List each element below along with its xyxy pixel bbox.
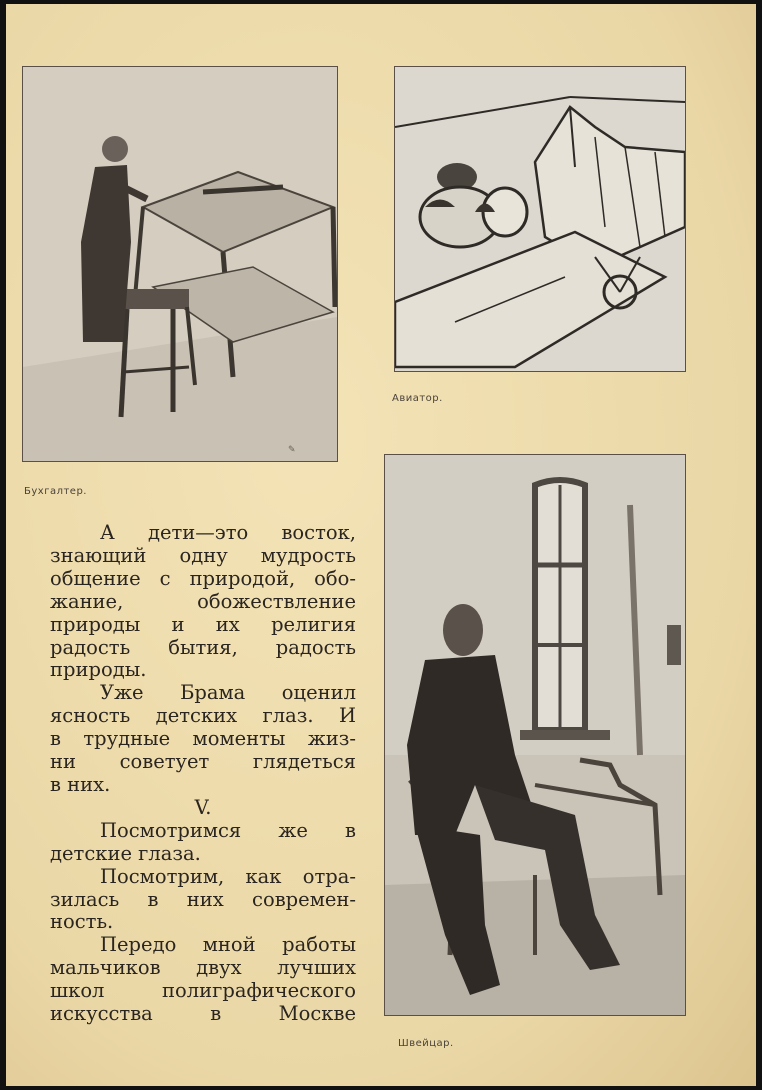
text-line: зилась в них современ- (50, 887, 356, 911)
text-line: мальчиков двух лучших (50, 956, 356, 980)
text-line: ясность детских глаз. И (50, 704, 356, 728)
text-line: природы и их религия (50, 612, 356, 636)
doorman-caption: Швейцар. (398, 1038, 454, 1049)
text-line: А дети—это восток, (100, 521, 356, 544)
text-line: ность. (50, 910, 114, 934)
text-line: жание, обожествление (50, 589, 356, 613)
aviator-caption: Авиатор. (392, 393, 443, 404)
text-line: детские глаза. (50, 841, 201, 865)
accountant-caption: Бухгалтер. (24, 486, 87, 497)
doorman-drawing (385, 455, 685, 1015)
paragraph-look (50, 820, 356, 866)
text-line: Уже Брама оценил (100, 681, 356, 705)
paragraph-brahma (50, 682, 356, 797)
section-number: V. (194, 795, 212, 819)
doorman-illustration (384, 454, 686, 1016)
aviator-illustration (394, 66, 686, 372)
accountant-drawing (23, 67, 337, 461)
paragraph-children (50, 522, 356, 682)
paragraph-works (50, 934, 356, 1026)
text-line: в трудные моменты жиз- (50, 727, 356, 751)
body-text (50, 522, 356, 1026)
text-line: общение с природой, обо- (50, 566, 356, 590)
text-line: радость бытия, радость (50, 635, 356, 659)
text-line: искусства в Москве (50, 1002, 356, 1026)
text-line: ни советует глядеться (50, 750, 356, 774)
text-line: знающий одну мудрость (50, 543, 356, 567)
text-line: Посмотримся же в (100, 818, 356, 842)
book-page (6, 4, 756, 1086)
svg-text:✎: ✎ (288, 445, 296, 455)
section-heading (50, 797, 356, 820)
paragraph-reflect (50, 866, 356, 935)
accountant-illustration (22, 66, 338, 462)
text-line: в них. (50, 772, 111, 796)
text-line: природы. (50, 658, 147, 682)
aviator-drawing (395, 67, 685, 371)
text-line: школ полиграфического (50, 979, 356, 1003)
text-line: Посмотрим, как отра- (100, 864, 356, 888)
text-line: Передо мной работы (100, 933, 356, 957)
